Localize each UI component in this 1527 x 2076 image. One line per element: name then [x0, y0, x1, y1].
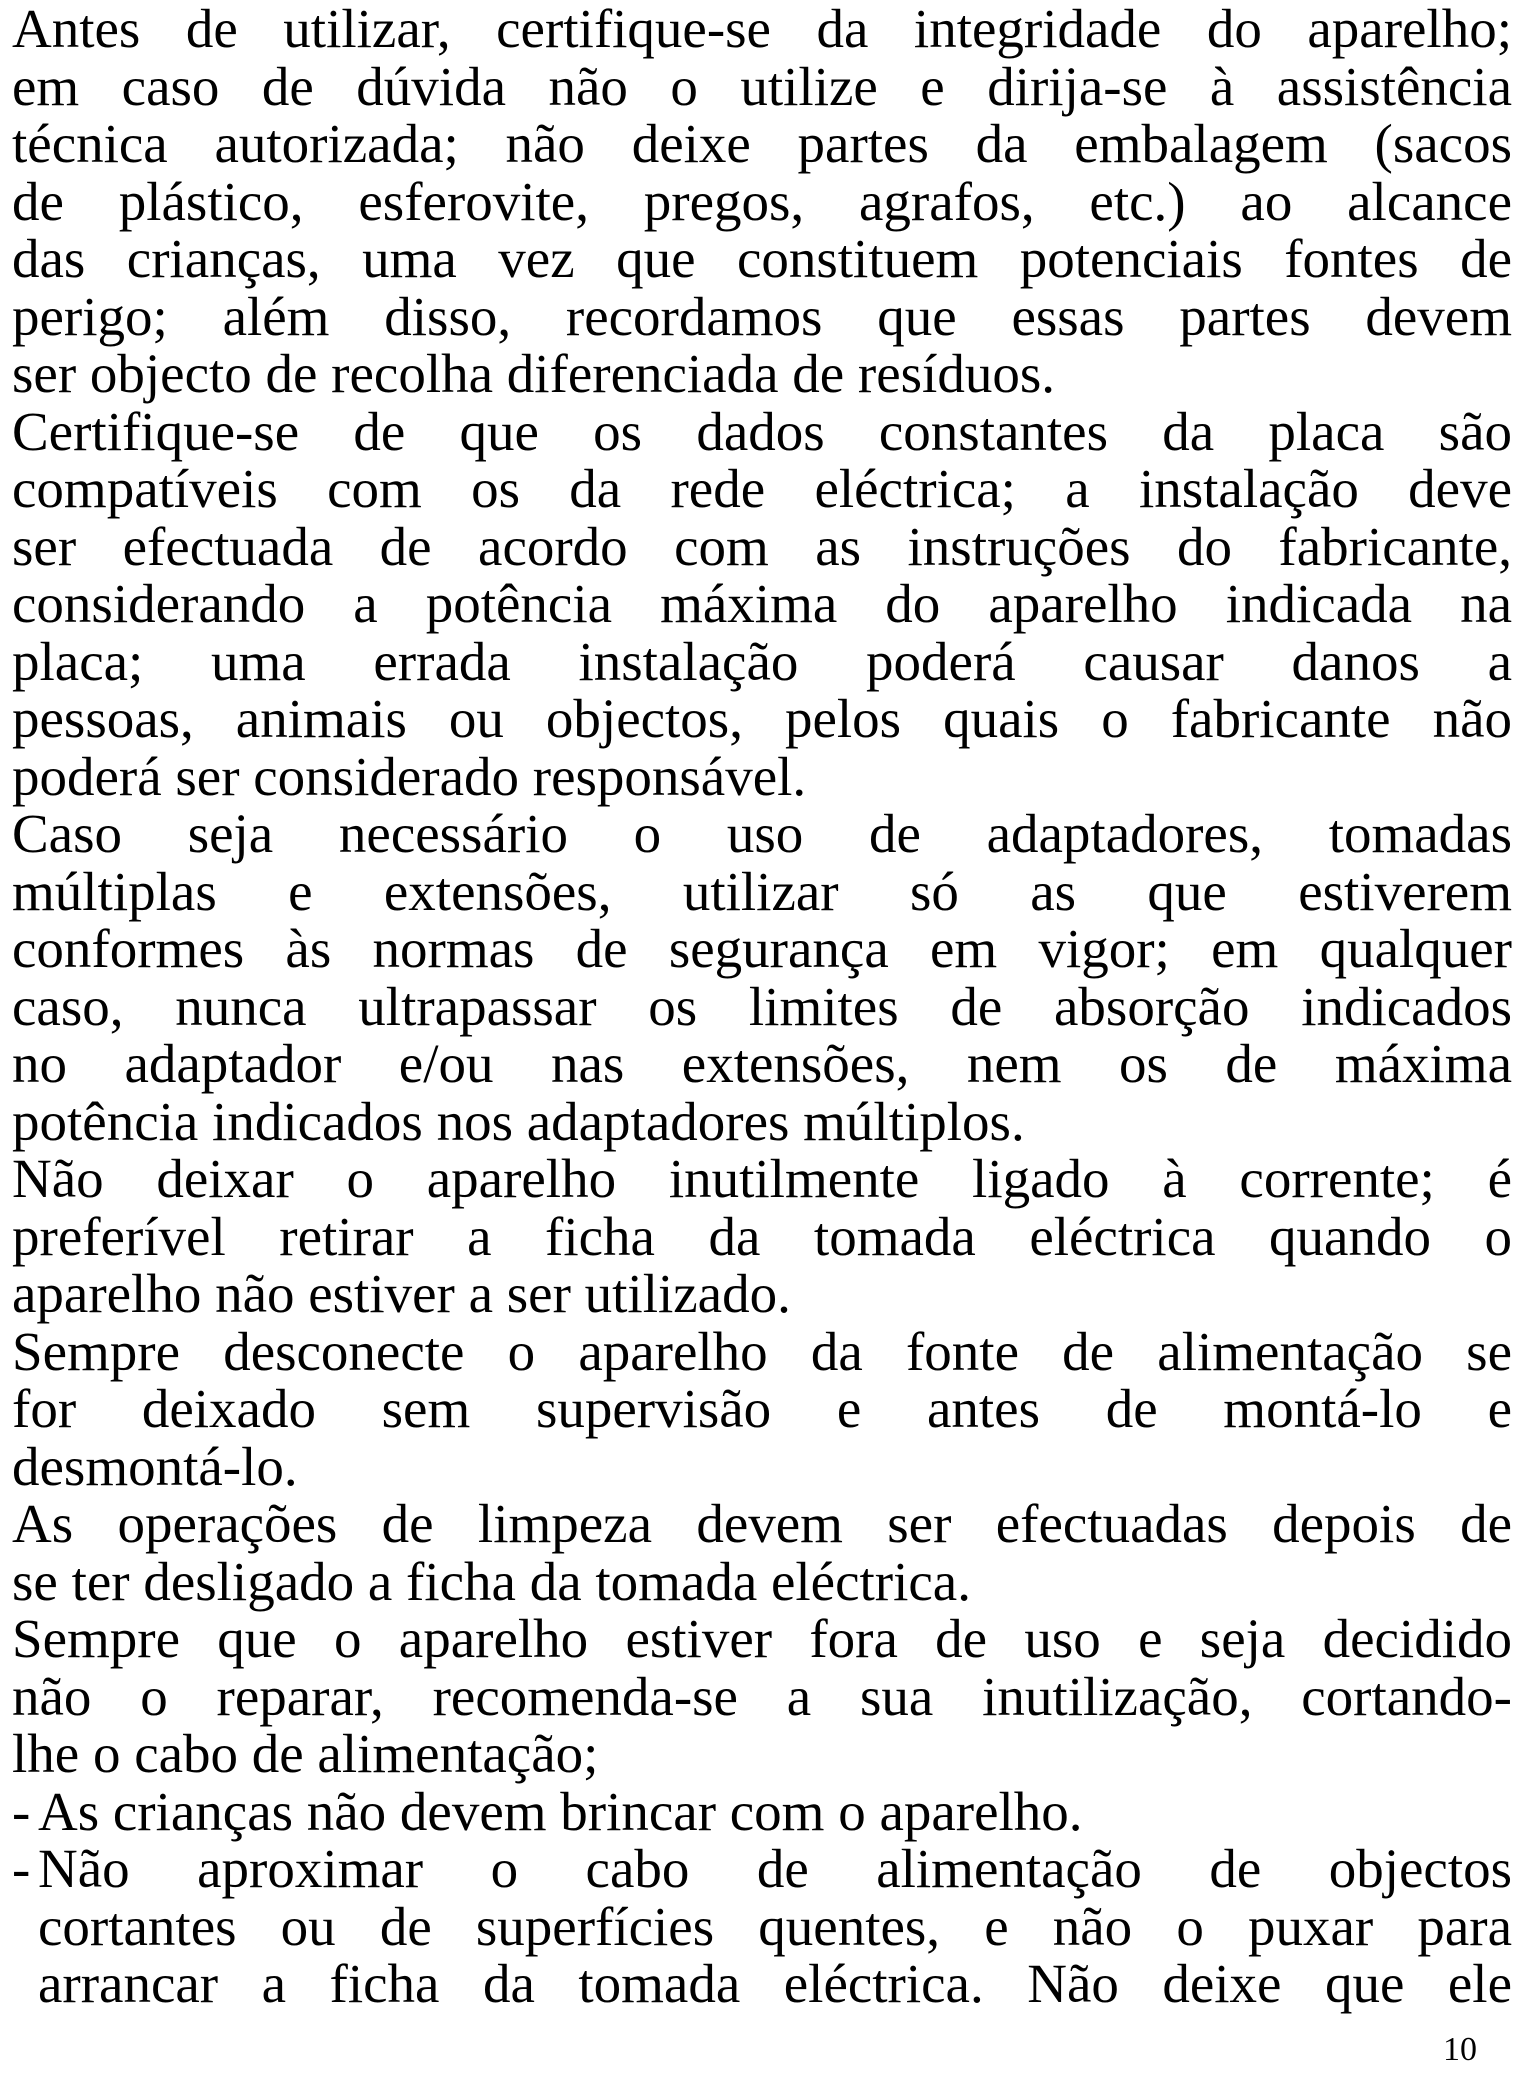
paragraph-disposal	[12, 1610, 1512, 1783]
text-line: Não deixar o aparelho inutilmente ligado à corrente; é	[12, 1148, 1512, 1209]
text-line: compatíveis com os da rede eléctrica; a instalação deve	[12, 458, 1512, 519]
text-line: Sempre desconecte o aparelho da fonte de alimentação se	[12, 1320, 1512, 1382]
text-line: cortantes ou de superfícies quentes, e não o puxar para	[38, 1895, 1512, 1957]
text-line: poderá ser considerado responsável.	[12, 745, 807, 807]
text-line: no adaptador e/ou nas extensões, nem os de máxima	[12, 1033, 1512, 1094]
text-line: Caso seja necessário o uso de adaptadores, tomadas	[12, 803, 1512, 864]
text-line: Antes de utilizar, certifique-se da integridade do aparelho;	[12, 0, 1512, 59]
paragraph-unplug	[12, 1150, 1512, 1323]
text-line: for deixado sem supervisão e antes de montá-lo e	[12, 1378, 1512, 1439]
page-number: 10	[1443, 2031, 1477, 2068]
text-line: lhe o cabo de alimentação;	[12, 1723, 599, 1784]
text-line: ser efectuada de acordo com as instruções do fabricante,	[12, 515, 1512, 577]
text-line: Sempre que o aparelho estiver fora de uso e seja decidido	[12, 1608, 1512, 1669]
bullet-item-power-cable	[12, 1840, 1512, 2013]
text-line: aparelho não estiver a ser utilizado.	[12, 1263, 791, 1324]
text-line: das crianças, uma vez que constituem potenciais fontes de	[12, 228, 1512, 289]
text-line: Certifique-se de que os dados constantes da placa são	[12, 400, 1512, 462]
paragraph-cleaning	[12, 1495, 1512, 1610]
paragraph-adapters	[12, 805, 1512, 1150]
text-line: placa; uma errada instalação poderá causar danos a	[12, 630, 1512, 692]
text-line: se ter desligado a ficha da tomada eléctrica.	[12, 1550, 971, 1612]
text-line: pessoas, animais ou objectos, pelos quais o fabricante não	[12, 688, 1512, 749]
text-line: conformes às normas de segurança em vigor; em qualquer	[12, 918, 1512, 979]
text-line: preferível retirar a ficha da tomada eléctrica quando o	[12, 1205, 1512, 1267]
text-line: não o reparar, recomenda-se a sua inutilização, cortando-	[12, 1665, 1512, 1727]
text-line: arrancar a ficha da tomada eléctrica. Não deixe que ele	[38, 1953, 1512, 2014]
text-line: considerando a potência máxima do aparelho indicada na	[12, 573, 1512, 634]
text-line: Não aproximar o cabo de alimentação de objectos	[38, 1838, 1512, 1899]
paragraph-supervision	[12, 1320, 1512, 1497]
bullet-dash: -	[12, 1780, 31, 1842]
text-line: potência indicados nos adaptadores múltiplos.	[12, 1090, 1025, 1152]
text-line: As crianças não devem brincar com o aparelho.	[38, 1780, 1083, 1842]
paragraph-integrity-check	[12, 0, 1512, 403]
page-body	[12, 0, 1512, 2013]
text-line: múltiplas e extensões, utilizar só as que estiverem	[12, 860, 1512, 922]
text-line: perigo; além disso, recordamos que essas partes devem	[12, 285, 1512, 347]
bullet-item-children	[12, 1780, 1512, 1842]
text-line: de plástico, esferovite, pregos, agrafos, etc.) ao alcance	[12, 170, 1512, 232]
bullet-dash: -	[12, 1838, 31, 1899]
text-line: técnica autorizada; não deixe partes da embalagem (sacos	[12, 113, 1512, 174]
text-line: ser objecto de recolha diferenciada de resíduos.	[12, 343, 1055, 404]
text-line: em caso de dúvida não o utilize e dirija-se à assistência	[12, 55, 1512, 117]
text-line: As operações de limpeza devem ser efectuadas depois de	[12, 1493, 1512, 1554]
text-line: caso, nunca ultrapassar os limites de absorção indicados	[12, 975, 1512, 1037]
paragraph-installation	[12, 400, 1512, 807]
text-line: desmontá-lo.	[12, 1435, 298, 1497]
